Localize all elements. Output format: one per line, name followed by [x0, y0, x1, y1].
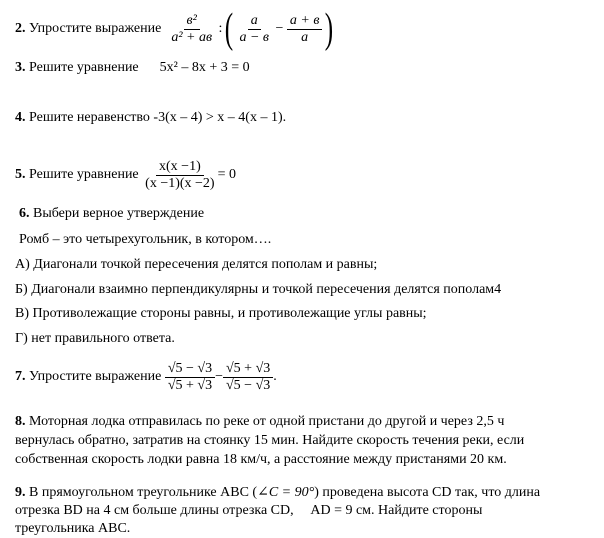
task-9 [15, 484, 587, 538]
task-3-text: Решите уравнение [29, 60, 139, 75]
task-8-text-1: Моторная лодка отправилась по реке от одной пристани до другой и через 2,5 ч [29, 414, 505, 429]
task-4-number: 4. [15, 110, 26, 125]
task-7 [15, 356, 277, 398]
task-4 [15, 110, 286, 127]
task-6-text: Выбери верное утверждение [33, 206, 205, 221]
task-6-number: 6. [19, 206, 30, 221]
task-9-line-1 [15, 484, 587, 502]
task-3 [15, 60, 250, 77]
task-5-text: Решите уравнение [29, 166, 139, 182]
task-7-minus: − [215, 368, 223, 384]
task-7-number: 7. [15, 368, 26, 384]
task-5-number: 5. [15, 166, 26, 182]
left-paren: ( [225, 6, 234, 52]
task-6-option-c: В) Противолежащие стороны равны, и противолежащие углы равны; [15, 306, 427, 321]
task-8 [15, 412, 587, 469]
task-2-fraction-1: $\frac{\text{в²}}{\text{a² + aв}}$ [171, 13, 213, 45]
task-4-text: Решите неравенство -3(x – 4) > x – 4(x – 1). [29, 110, 287, 125]
task-6-option-a: А) Диагонали точкой пересечения делятся пополам и равны; [15, 257, 378, 272]
task-2-colon: : [218, 20, 223, 36]
task-7-fraction-1: $\frac{√5 - √3}{√5 + √3}$ [165, 361, 215, 393]
right-paren: ) [325, 6, 334, 52]
task-8-line-1 [15, 412, 587, 431]
task-9-line-2: отрезка BD на 4 см больше длины отрезка CD, AD = 9 см. Найдите стороны [15, 503, 483, 518]
task-3-number: 3. [15, 60, 26, 75]
task-9-number: 9. [15, 485, 26, 500]
task-5-rhs: = 0 [217, 166, 237, 182]
task-2-fraction-3: $\frac{a + в}{a}$ [287, 13, 323, 45]
task-9-text-1b: ) проведена высота CD так, что длина [314, 485, 541, 500]
task-7-fraction-2: $\frac{√5 + √3}{√5 - √3}$ [223, 361, 273, 393]
task-2-fraction-2: $\frac{a}{a - в}$ [239, 13, 269, 45]
task-9-text-1a: В прямоугольном треугольнике АВС ( [29, 485, 258, 500]
task-3-equation: 5x² – 8x + 3 = 0 [159, 60, 250, 75]
task-5-fraction: $\frac{x(x -1)}{(x -1)(x -2)}$ [145, 159, 215, 191]
task-7-end: . [273, 368, 277, 384]
task-6-stem: Ромб – это четырехугольник, в котором…. [19, 232, 272, 247]
task-8-number: 8. [15, 414, 26, 429]
task-8-line-2: вернулась обратно, затратив на стоянку 15 мин. Найдите скорость течения реки, если [15, 433, 525, 448]
task-2 [15, 6, 336, 52]
task-9-angle: ∠C = 90° [257, 485, 315, 500]
task-6-heading [19, 206, 204, 223]
task-9-line-3: треугольника АВС. [15, 521, 131, 536]
task-6-option-d: Г) нет правильного ответа. [15, 331, 175, 346]
task-8-line-3: собственная скорость лодки равна 18 км/ч, а расстояние между пристанями 20 км. [15, 452, 507, 467]
task-2-number: 2. [15, 20, 26, 36]
task-7-text: Упростите выражение [29, 368, 162, 384]
task-6-option-b: Б) Диагонали взаимно перпендикулярны и точкой пересечения делятся пополам4 [15, 282, 502, 297]
task-2-text: Упростите выражение [29, 20, 162, 36]
task-5 [15, 155, 236, 195]
task-2-minus: − [275, 20, 284, 36]
